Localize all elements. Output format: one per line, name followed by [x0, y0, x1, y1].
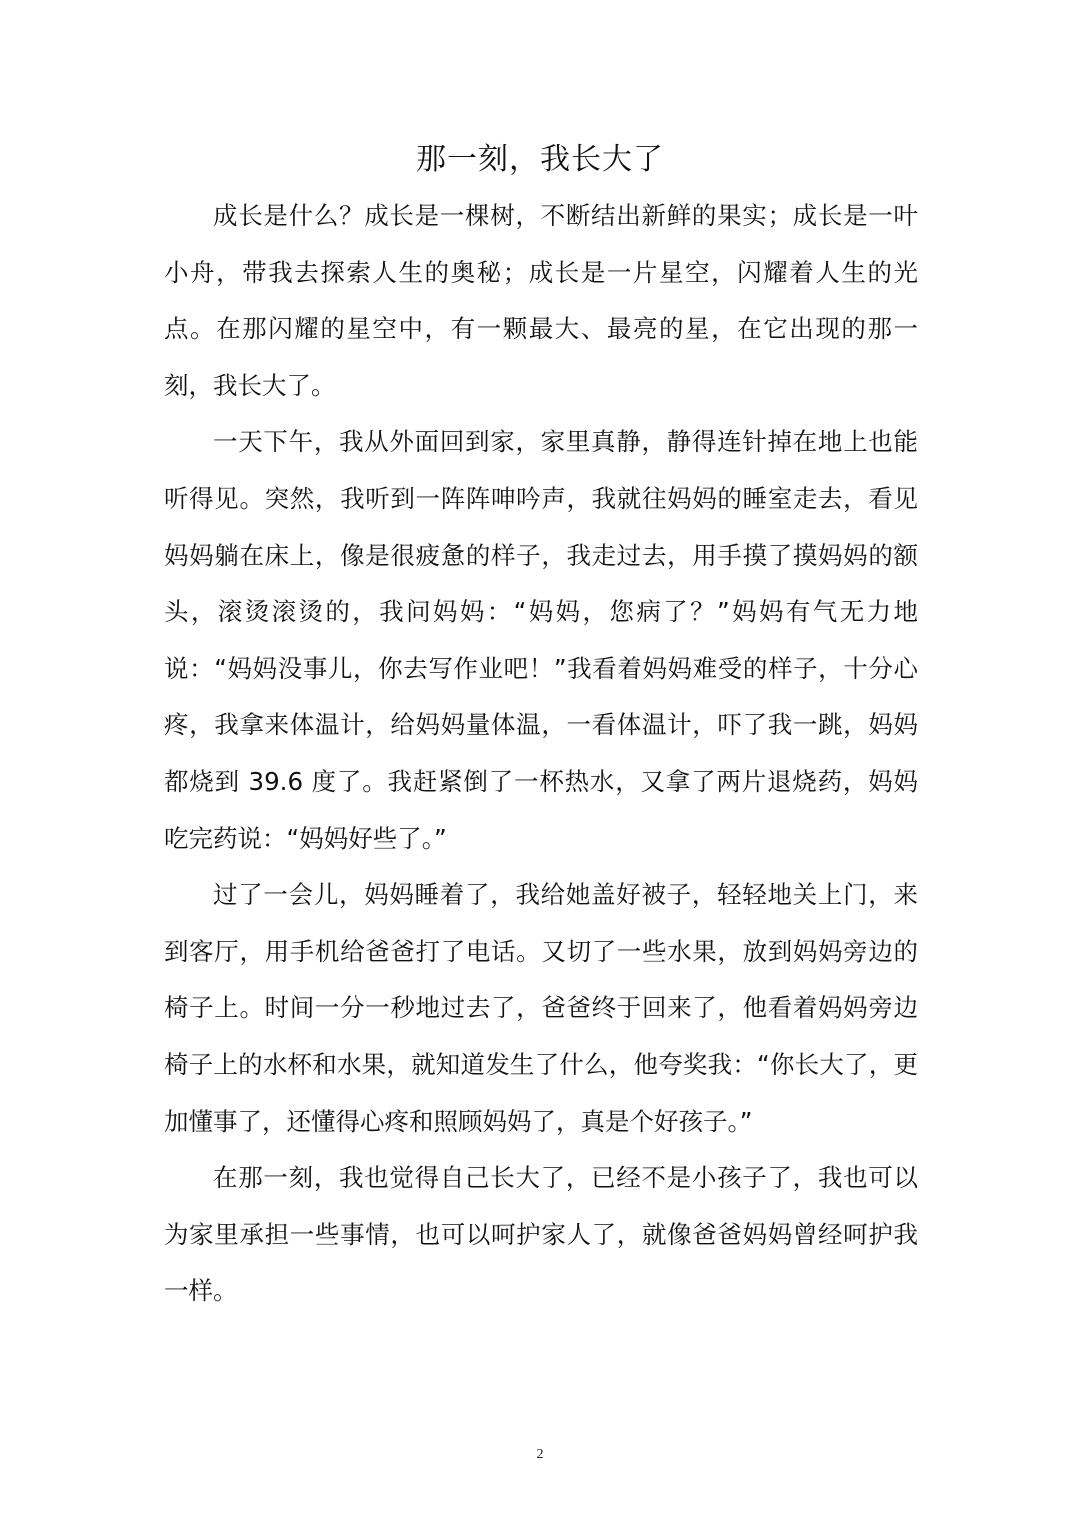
paragraph-2: 一天下午，我从外面回到家，家里真静，静得连针掉在地上也能听得见。突然，我听到一阵阵呻吟声，我就往妈妈的睡室走去，看见妈妈躺在床上，像是很疲惫的样子，我走过去，用手摸了摸妈妈的额头，滚烫滚烫的，我问妈妈：“妈妈，您病了？”妈妈有气无力地说：“妈妈没事儿，你去写作业吧！”我看着妈妈难受的样子，十分心疼，我拿来体温计，给妈妈量体温，一看体温计，吓了我一跳，妈妈都烧到 39.6 度了。我赶紧倒了一杯热水，又拿了两片退烧药，妈妈吃完药说：“妈妈好些了。”	[164, 427, 918, 853]
paragraph-1: 成长是什么？成长是一棵树，不断结出新鲜的果实；成长是一叶小舟，带我去探索人生的奥秘；成长是一片星空，闪耀着人生的光点。在那闪耀的星空中，有一颗最大、最亮的星，在它出现的那一刻，我长大了。	[164, 201, 918, 400]
essay-body	[164, 188, 918, 1320]
paragraph-3: 过了一会儿，妈妈睡着了，我给她盖好被子，轻轻地关上门，来到客厅，用手机给爸爸打了电话。又切了一些水果，放到妈妈旁边的椅子上。时间一分一秒地过去了，爸爸终于回来了，他看着妈妈旁边椅子上的水杯和水果，就知道发生了什么，他夸奖我：“你长大了，更加懂事了，还懂得心疼和照顾妈妈了，真是个好孩子。”	[164, 880, 918, 1136]
paragraph-4: 在那一刻，我也觉得自己长大了，已经不是小孩子了，我也可以为家里承担一些事情，也可以呵护家人了，就像爸爸妈妈曾经呵护我一样。	[164, 1163, 918, 1306]
page-number: 2	[536, 1447, 544, 1462]
essay-title: 那一刻，我长大了	[416, 142, 664, 177]
